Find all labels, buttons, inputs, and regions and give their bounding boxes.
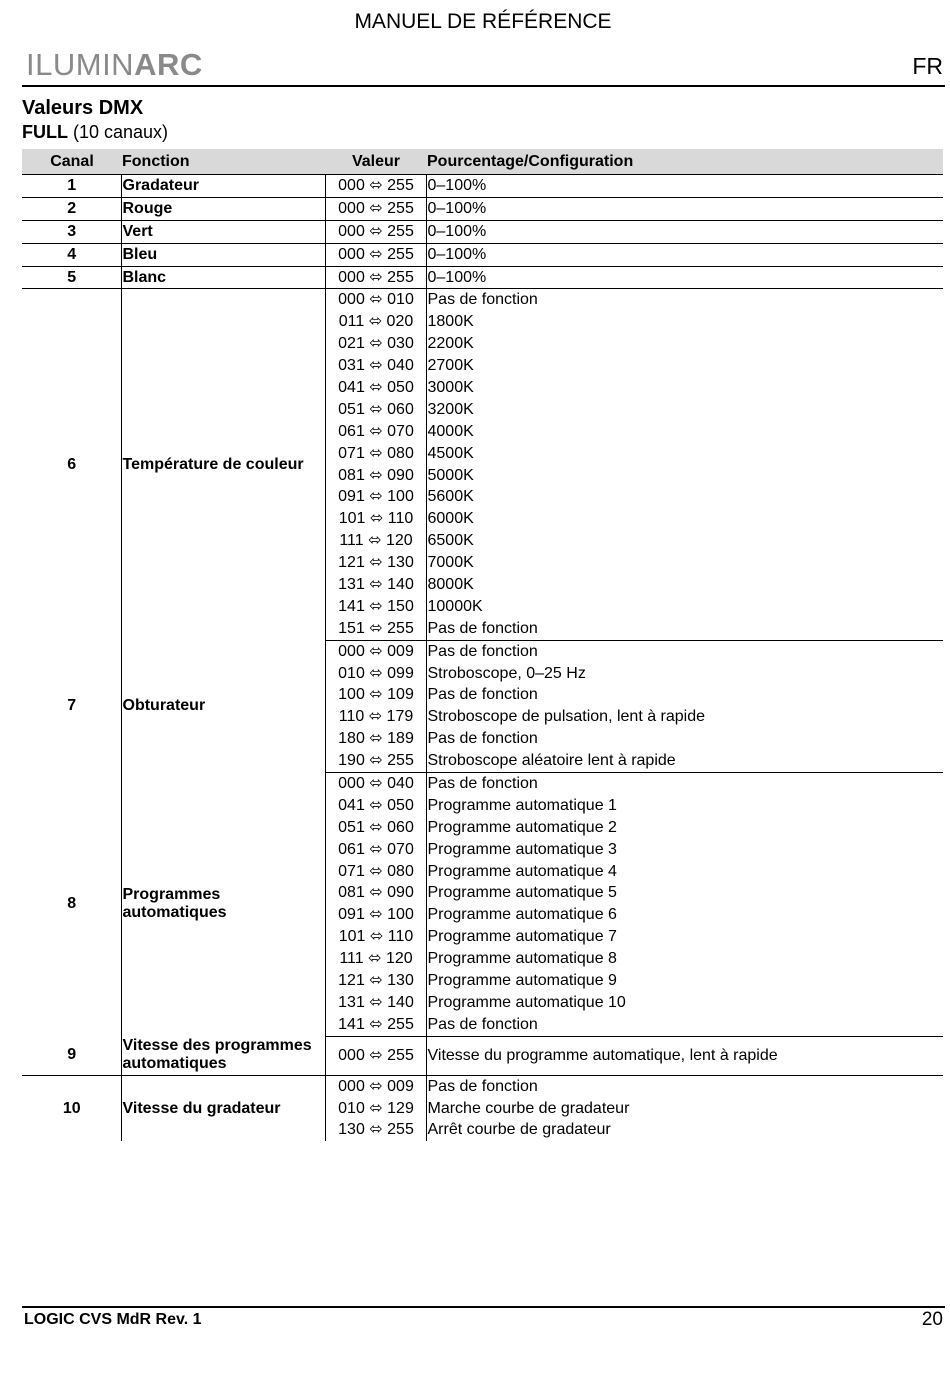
dmx-setting: Programme automatique 4 xyxy=(427,862,617,880)
dmx-value-range: 000 ⬄ 255 xyxy=(325,197,426,220)
dmx-value-range: 180 ⬄ 189 xyxy=(325,728,426,750)
dmx-value-range: 101 ⬄ 110 xyxy=(325,926,426,948)
table-row xyxy=(22,1075,943,1097)
channel-function xyxy=(121,266,325,289)
channel-function-label: Vert xyxy=(122,222,153,240)
dmx-setting: Pas de fonction xyxy=(427,730,538,748)
dmx-setting: 8000K xyxy=(427,575,474,593)
channel-function-label: Programmes automatiques xyxy=(122,886,227,922)
dmx-setting: Pas de fonction xyxy=(427,774,538,792)
dmx-setting: Pas de fonction xyxy=(427,1077,538,1095)
dmx-value-range: 091 ⬄ 100 xyxy=(325,904,426,926)
dmx-value-range: 041 ⬄ 050 xyxy=(325,377,426,399)
dmx-value-range: 000 ⬄ 009 xyxy=(325,1075,426,1097)
table-header-row xyxy=(22,149,943,175)
channel-number: 6 xyxy=(22,289,121,640)
channel-function xyxy=(121,175,325,198)
dmx-value-range: 071 ⬄ 080 xyxy=(325,861,426,883)
channel-function xyxy=(121,197,325,220)
header-canal: Canal xyxy=(22,149,121,175)
dmx-value-range: 151 ⬄ 255 xyxy=(325,618,426,640)
dmx-setting: 10000K xyxy=(427,597,483,615)
header-divider xyxy=(22,85,945,87)
dmx-setting: 3000K xyxy=(427,378,474,396)
dmx-value-range: 121 ⬄ 130 xyxy=(325,552,426,574)
dmx-setting: Pas de fonction xyxy=(427,686,538,704)
channel-number: 9 xyxy=(22,1036,121,1075)
channel-function xyxy=(121,220,325,243)
dmx-value-range: 010 ⬄ 099 xyxy=(325,663,426,685)
document-reference: LOGIC CVS MdR Rev. 1 xyxy=(24,1311,202,1328)
channel-number: 5 xyxy=(22,266,121,289)
channel-number: 1 xyxy=(22,175,121,198)
channel-function-label: Bleu xyxy=(122,245,158,263)
table-row xyxy=(22,220,943,243)
header-pourcentage: Pourcentage/Configuration xyxy=(426,149,943,175)
channel-number: 3 xyxy=(22,220,121,243)
dmx-setting: 0–100% xyxy=(426,197,943,220)
dmx-value-range: 111 ⬄ 120 xyxy=(325,948,426,970)
dmx-value-range: 041 ⬄ 050 xyxy=(325,795,426,817)
dmx-setting: Programme automatique 5 xyxy=(427,884,617,902)
dmx-setting: 0–100% xyxy=(426,266,943,289)
dmx-setting: 5600K xyxy=(427,488,474,506)
channel-function-label: Obturateur xyxy=(122,697,206,715)
dmx-setting: Vitesse du programme automatique, lent à rapide xyxy=(426,1036,943,1075)
channel-function-label: Vitesse des programmes automatiques xyxy=(122,1037,312,1073)
table-row xyxy=(22,773,943,795)
dmx-setting: Stroboscope aléatoire lent à rapide xyxy=(426,750,943,772)
dmx-value-range: 021 ⬄ 030 xyxy=(325,333,426,355)
dmx-value-range: 061 ⬄ 070 xyxy=(325,421,426,443)
dmx-setting: 4500K xyxy=(427,444,474,462)
dmx-setting: 1800K xyxy=(427,313,474,331)
table-row xyxy=(22,289,943,311)
channel-number: 10 xyxy=(22,1075,121,1141)
dmx-value-range: 091 ⬄ 100 xyxy=(325,486,426,508)
dmx-setting: Pas de fonction xyxy=(427,291,538,309)
dmx-value-range: 101 ⬄ 110 xyxy=(325,508,426,530)
table-row xyxy=(22,266,943,289)
channel-function-label: Gradateur xyxy=(122,176,199,194)
dmx-setting: 7000K xyxy=(427,554,474,572)
dmx-value-range: 051 ⬄ 060 xyxy=(325,817,426,839)
dmx-value-range: 031 ⬄ 040 xyxy=(325,355,426,377)
channel-number: 8 xyxy=(22,773,121,1037)
dmx-setting: 6000K xyxy=(427,510,474,528)
dmx-value-range: 000 ⬄ 255 xyxy=(325,243,426,266)
section-subtitle xyxy=(22,122,168,143)
dmx-value-range: 081 ⬄ 090 xyxy=(325,465,426,487)
table-row xyxy=(22,640,943,662)
dmx-value-range: 000 ⬄ 255 xyxy=(325,266,426,289)
dmx-value-range: 131 ⬄ 140 xyxy=(325,574,426,596)
dmx-value-range: 000 ⬄ 255 xyxy=(325,220,426,243)
dmx-setting: Programme automatique 2 xyxy=(427,818,617,836)
brand-logo xyxy=(26,47,203,83)
channel-function-label: Vitesse du gradateur xyxy=(122,1099,281,1117)
dmx-setting: 5000K xyxy=(427,466,474,484)
dmx-value-range: 051 ⬄ 060 xyxy=(325,399,426,421)
channel-function xyxy=(121,1075,325,1141)
mode-name: FULL xyxy=(22,122,68,142)
channel-number: 2 xyxy=(22,197,121,220)
dmx-setting: Pas de fonction xyxy=(426,618,943,640)
dmx-setting: 0–100% xyxy=(426,175,943,198)
dmx-value-range: 071 ⬄ 080 xyxy=(325,443,426,465)
table-row xyxy=(22,243,943,266)
dmx-setting: 6500K xyxy=(427,532,474,550)
channel-function-label: Température de couleur xyxy=(122,455,304,473)
channel-number: 7 xyxy=(22,640,121,772)
dmx-value-range: 110 ⬄ 179 xyxy=(325,706,426,728)
dmx-setting: Programme automatique 6 xyxy=(427,906,617,924)
table-row xyxy=(22,175,943,198)
dmx-setting: Marche courbe de gradateur xyxy=(427,1099,630,1117)
dmx-value-range: 081 ⬄ 090 xyxy=(325,883,426,905)
dmx-setting: Stroboscope, 0–25 Hz xyxy=(427,664,586,682)
dmx-value-range: 061 ⬄ 070 xyxy=(325,839,426,861)
dmx-value-range: 190 ⬄ 255 xyxy=(325,750,426,772)
dmx-setting: Programme automatique 9 xyxy=(427,972,617,989)
channel-function xyxy=(121,773,325,1037)
mode-detail: (10 canaux) xyxy=(73,122,169,142)
dmx-value-range: 130 ⬄ 255 xyxy=(325,1120,426,1142)
dmx-setting: 2200K xyxy=(427,335,474,353)
footer-divider xyxy=(22,1306,945,1308)
dmx-value-range: 111 ⬄ 120 xyxy=(325,530,426,552)
dmx-value-range: 121 ⬄ 130 xyxy=(325,970,426,992)
logo-bold-text: ARC xyxy=(134,47,203,82)
dmx-setting: Pas de fonction xyxy=(426,1014,943,1036)
dmx-value-range: 000 ⬄ 009 xyxy=(325,640,426,662)
dmx-value-range: 141 ⬄ 255 xyxy=(325,1014,426,1036)
dmx-value-range: 000 ⬄ 255 xyxy=(325,175,426,198)
header-valeur: Valeur xyxy=(325,149,426,175)
channel-number: 4 xyxy=(22,243,121,266)
dmx-setting: Programme automatique 10 xyxy=(427,993,626,1011)
table-row xyxy=(22,197,943,220)
dmx-value-range: 000 ⬄ 040 xyxy=(325,773,426,795)
dmx-setting: 2700K xyxy=(427,357,474,375)
table-body xyxy=(22,175,943,1142)
dmx-setting: Stroboscope de pulsation, lent à rapide xyxy=(427,708,706,726)
dmx-setting: Pas de fonction xyxy=(427,642,538,660)
dmx-setting: 3200K xyxy=(427,400,474,418)
channel-function xyxy=(121,1036,325,1075)
channel-function xyxy=(121,243,325,266)
dmx-setting: 0–100% xyxy=(426,243,943,266)
channel-function xyxy=(121,640,325,772)
dmx-setting: Programme automatique 7 xyxy=(427,928,617,946)
logo-light-text: ILUMIN xyxy=(26,47,135,82)
dmx-setting: Arrêt courbe de gradateur xyxy=(427,1121,611,1139)
document-title: MANUEL DE RÉFÉRENCE xyxy=(354,10,612,33)
dmx-setting: Programme automatique 8 xyxy=(427,950,617,968)
channel-function xyxy=(121,289,325,640)
dmx-value-range: 010 ⬄ 129 xyxy=(325,1098,426,1120)
dmx-value-range: 141 ⬄ 150 xyxy=(325,596,426,618)
dmx-setting: Programme automatique 3 xyxy=(427,840,617,858)
dmx-value-range: 011 ⬄ 020 xyxy=(325,311,426,333)
channel-function-label: Rouge xyxy=(122,199,173,217)
language-code: FR xyxy=(912,53,943,79)
section-title: Valeurs DMX xyxy=(22,97,144,119)
dmx-value-range: 000 ⬄ 255 xyxy=(325,1036,426,1075)
channel-function-label: Blanc xyxy=(122,268,167,286)
dmx-setting: 0–100% xyxy=(426,220,943,243)
dmx-setting: 4000K xyxy=(427,422,474,440)
dmx-values-table xyxy=(22,149,943,1141)
header-fonction: Fonction xyxy=(121,149,325,175)
dmx-setting: Programme automatique 1 xyxy=(427,796,617,814)
dmx-value-range: 131 ⬄ 140 xyxy=(325,992,426,1014)
dmx-value-range: 100 ⬄ 109 xyxy=(325,684,426,706)
page-number: 20 xyxy=(921,1309,943,1330)
table-row xyxy=(22,1036,943,1075)
dmx-value-range: 000 ⬄ 010 xyxy=(325,289,426,311)
